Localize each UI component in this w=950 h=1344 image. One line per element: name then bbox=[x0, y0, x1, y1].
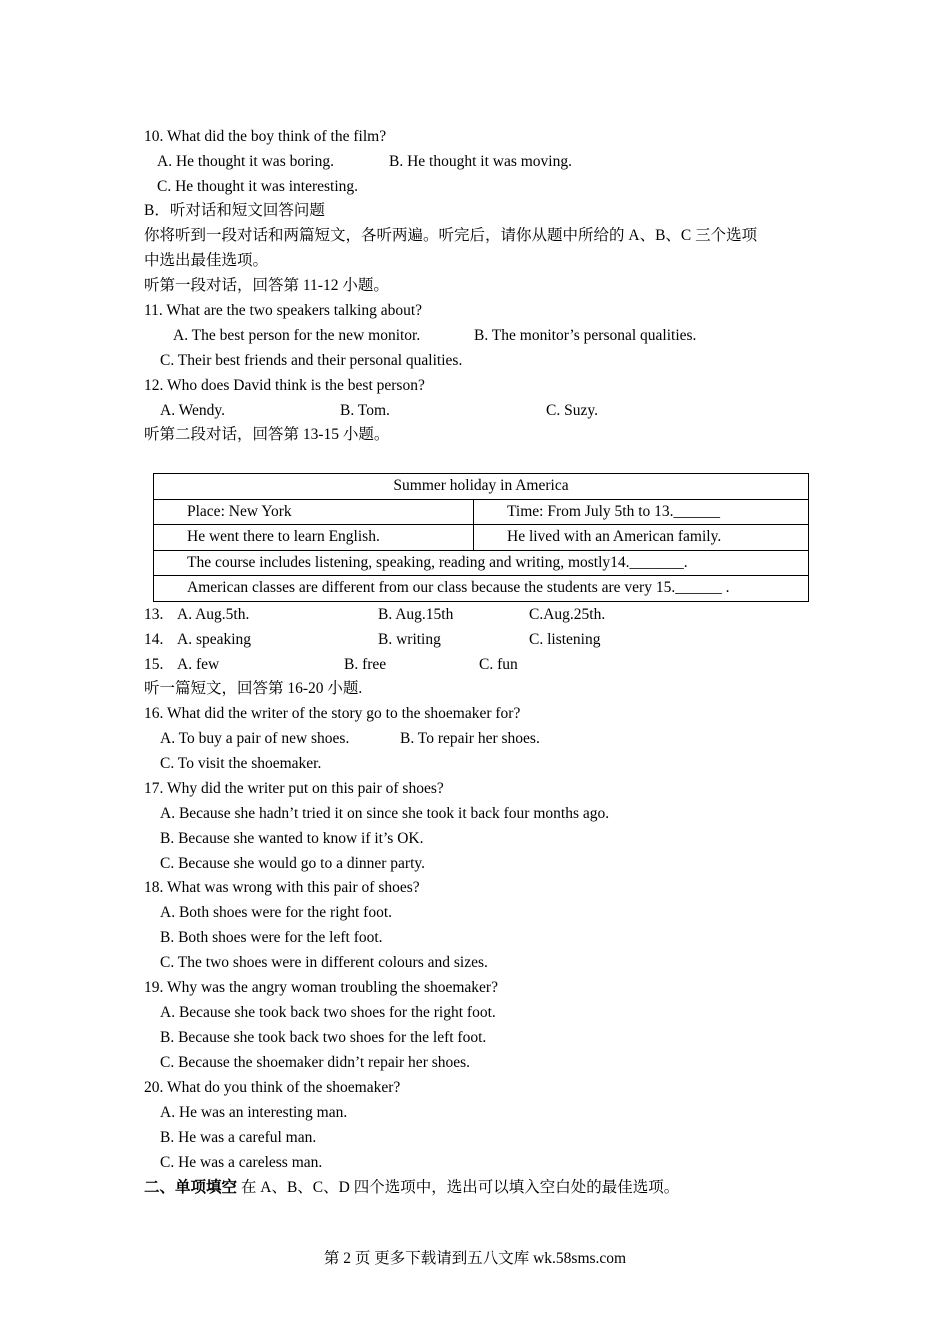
table-course: The course includes listening, speaking, reading and writing, mostly14._______. bbox=[154, 550, 809, 576]
q12-option-b: B. Tom. bbox=[340, 402, 390, 419]
q18-stem: 18. What was wrong with this pair of shoes? bbox=[144, 879, 420, 896]
q10-option-c: C. He thought it was interesting. bbox=[157, 178, 359, 195]
q17-option-b: B. Because she wanted to know if it’s OK. bbox=[160, 830, 424, 847]
q15-option-a: A. few bbox=[177, 656, 220, 673]
q14-option-b: B. writing bbox=[378, 631, 441, 648]
q13-option-a: A. Aug.5th. bbox=[177, 606, 250, 623]
table-classes: American classes are different from our class because the students are very 15.______ . bbox=[154, 576, 809, 602]
q10-stem: 10. What did the boy think of the film? bbox=[144, 128, 387, 145]
q16-option-c: C. To visit the shoemaker. bbox=[160, 755, 322, 772]
q20-option-b: B. He was a careful man. bbox=[160, 1129, 317, 1146]
dialogue-1-intro: 听第一段对话，回答第 11-12 小题。 bbox=[144, 277, 389, 294]
section-2-title: 二、单项填空 bbox=[144, 1179, 238, 1196]
q10-option-a: A. He thought it was boring. bbox=[157, 153, 334, 170]
q15-option-b: B. free bbox=[344, 656, 387, 673]
table-time: Time: From July 5th to 13.______ bbox=[474, 499, 809, 525]
instructions-line-2: 中选出最佳选项。 bbox=[144, 252, 269, 269]
q19-stem: 19. Why was the angry woman troubling the shoemaker? bbox=[144, 979, 498, 996]
q13-number: 13. bbox=[144, 606, 164, 623]
q16-option-b: B. To repair her shoes. bbox=[400, 730, 540, 747]
q17-option-a: A. Because she hadn’t tried it on since she took it back four months ago. bbox=[160, 805, 610, 822]
table-place: Place: New York bbox=[154, 499, 474, 525]
q13-option-b: B. Aug.15th bbox=[378, 606, 454, 623]
table-lived: He lived with an American family. bbox=[474, 525, 809, 551]
instructions-line-1: 你将听到一段对话和两篇短文，各听两遍。听完后，请你从题中所给的 A、B、C 三个选项 bbox=[144, 227, 758, 244]
section-2-instructions: 在 A、B、C、D 四个选项中，选出可以填入空白处的最佳选项。 bbox=[237, 1179, 680, 1196]
q16-option-a: A. To buy a pair of new shoes. bbox=[160, 730, 350, 747]
q19-option-c: C. Because the shoemaker didn’t repair her shoes. bbox=[160, 1054, 471, 1071]
q19-option-a: A. Because she took back two shoes for the right foot. bbox=[160, 1004, 496, 1021]
q11-stem: 11. What are the two speakers talking about? bbox=[144, 302, 423, 319]
q20-stem: 20. What do you think of the shoemaker? bbox=[144, 1079, 401, 1096]
q18-option-a: A. Both shoes were for the right foot. bbox=[160, 904, 393, 921]
section-b-heading: B．听对话和短文回答问题 bbox=[144, 202, 325, 219]
q19-option-b: B. Because she took back two shoes for the left foot. bbox=[160, 1029, 487, 1046]
page-footer: 第 2 页 更多下载请到五八文库 wk.58sms.com bbox=[323, 1250, 627, 1267]
q12-option-a: A. Wendy. bbox=[160, 402, 226, 419]
q14-option-a: A. speaking bbox=[177, 631, 252, 648]
table-title: Summer holiday in America bbox=[154, 474, 809, 500]
q16-stem: 16. What did the writer of the story go to the shoemaker for? bbox=[144, 705, 521, 722]
q11-option-c: C. Their best friends and their personal qualities. bbox=[160, 352, 463, 369]
q17-option-c: C. Because she would go to a dinner party. bbox=[160, 855, 426, 872]
q12-stem: 12. Who does David think is the best person? bbox=[144, 377, 425, 394]
q13-option-c: C.Aug.25th. bbox=[529, 606, 606, 623]
q12-option-c: C. Suzy. bbox=[546, 402, 598, 419]
q20-option-c: C. He was a careless man. bbox=[160, 1154, 323, 1171]
q15-number: 15. bbox=[144, 656, 164, 673]
summer-holiday-table bbox=[153, 473, 809, 602]
dialogue-2-intro: 听第二段对话，回答第 13-15 小题。 bbox=[144, 426, 390, 443]
q17-stem: 17. Why did the writer put on this pair of shoes? bbox=[144, 780, 444, 797]
q15-option-c: C. fun bbox=[479, 656, 518, 673]
q14-number: 14. bbox=[144, 631, 164, 648]
q11-option-a: A. The best person for the new monitor. bbox=[173, 327, 421, 344]
passage-intro: 听一篇短文，回答第 16-20 小题. bbox=[144, 680, 363, 697]
q20-option-a: A. He was an interesting man. bbox=[160, 1104, 348, 1121]
table-learn: He went there to learn English. bbox=[154, 525, 474, 551]
section-2-heading bbox=[144, 1179, 679, 1197]
q11-option-b: B. The monitor’s personal qualities. bbox=[474, 327, 697, 344]
q14-option-c: C. listening bbox=[529, 631, 601, 648]
q18-option-b: B. Both shoes were for the left foot. bbox=[160, 929, 383, 946]
q10-option-b: B. He thought it was moving. bbox=[389, 153, 572, 170]
q18-option-c: C. The two shoes were in different colours and sizes. bbox=[160, 954, 488, 971]
